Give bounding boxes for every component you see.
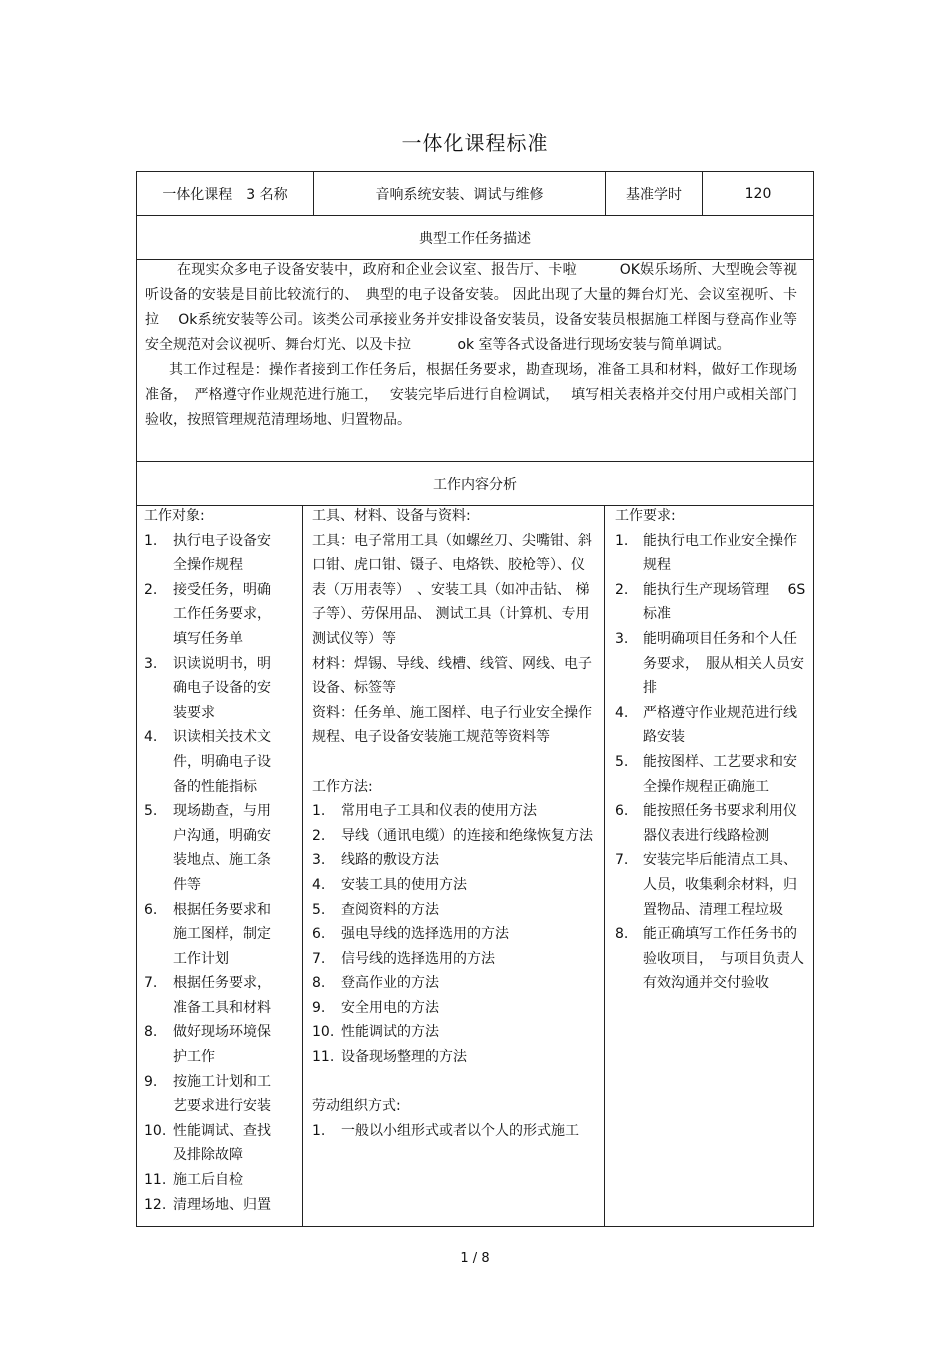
work-objects-list xyxy=(144,529,280,1218)
list-item: 10. 性能调试的方法 xyxy=(312,1024,439,1041)
list-item: 7. 根据任务要求，准备工具和材料 xyxy=(144,975,271,1016)
requirements-heading: 工作要求: xyxy=(615,508,676,524)
list-item: 5. 查阅资料的方法 xyxy=(312,901,439,918)
course-label-cell: 一体化课程 3 名称 xyxy=(162,186,288,203)
list-item: 8. 做好现场环境保护工作 xyxy=(144,1024,271,1066)
resources-text: 资料：任务单、施工图样、电子行业安全操作规程、电子设备安装施工规范等资料等 xyxy=(312,704,592,746)
list-item: 11. 设备现场整理的方法 xyxy=(312,1049,467,1066)
list-item: 4. 严格遵守作业规范进行线路安装 xyxy=(615,704,797,746)
list-item: 9. 安全用电的方法 xyxy=(312,999,439,1016)
list-item: 2. 接受任务，明确工作任务要求，填写任务单 xyxy=(144,581,271,647)
list-item: 3. 识读说明书，明确电子设备的安装要求 xyxy=(144,655,271,721)
tools-text: 工具：电子常用工具（如螺丝刀、尖嘴钳、斜口钳、虎口钳、镊子、电烙铁、胶枪等）、仪表（万用表等） 、安装工具（如冲击钻、 梯子等）、劳保用品、 测试工具（计算机、专用测试仪等）等 xyxy=(312,532,592,647)
task-paragraph: 在现实众多电子设备安装中，政府和企业会议室、报告厅、卡啦 OK娱乐场所、大型晚会等视听设备的安装是目前比较流行的、 典型的电子设备安装。 因此出现了大量的舞台灯光、会议室视听、卡拉 Ok系统安装等公司。该类公司承接业务并安排设备安装员，设备安装员根据施工样图与登高作业等安全规范对会议视听、舞台灯光、以及卡拉 ok 室等各式设备进行现场安装与简单调试。 xyxy=(145,262,797,353)
spacer xyxy=(312,750,596,775)
table-divider xyxy=(604,505,605,1226)
page-number: 1 / 8 xyxy=(460,1251,490,1266)
list-item: 4. 识读相关技术文件，明确电子设备的性能指标 xyxy=(144,729,271,795)
list-item: 12. 清理场地、归置 xyxy=(144,1196,271,1213)
labor-heading: 劳动组织方式: xyxy=(312,1098,401,1115)
list-item: 8. 登高作业的方法 xyxy=(312,975,439,992)
list-item: 3. 能明确项目任务和个人任务要求， 服从相关人员安排 xyxy=(615,630,804,697)
hours-value-cell: 120 xyxy=(744,185,772,202)
tools-column xyxy=(312,504,596,1143)
table-border-right xyxy=(813,171,814,1227)
list-item: 6. 能按照任务书要求利用仪器仪表进行线路检测 xyxy=(615,803,797,844)
list-item: 1. 一般以小组形式或者以个人的形式施工 xyxy=(312,1122,579,1139)
list-item: 8. 能正确填写工作任务书的验收项目， 与项目负责人有效沟通并交付验收 xyxy=(615,926,804,992)
list-item: 2. 能执行生产现场管理 6S标准 xyxy=(615,581,806,623)
list-item: 9. 按施工计划和工艺要求进行安装 xyxy=(144,1073,271,1115)
list-item: 10. 性能调试、查找及排除故障 xyxy=(144,1122,271,1164)
task-section-heading: 典型工作任务描述 xyxy=(419,230,531,247)
methods-list xyxy=(312,799,596,1070)
table-divider xyxy=(302,505,303,1226)
list-item: 11. 施工后自检 xyxy=(144,1172,243,1189)
list-item: 5. 能按图样、工艺要求和安全操作规程正确施工 xyxy=(615,753,797,795)
list-item: 4. 安装工具的使用方法 xyxy=(312,876,467,893)
work-objects-heading: 工作对象: xyxy=(144,508,205,524)
list-item: 6. 强电导线的选择选用的方法 xyxy=(312,926,509,943)
list-item: 1. 能执行电工作业安全操作规程 xyxy=(615,532,797,574)
tools-heading: 工具、材料、设备与资料: xyxy=(312,508,471,524)
course-name-cell: 音响系统安装、调试与维修 xyxy=(375,186,544,203)
list-item: 1. 常用电子工具和仪表的使用方法 xyxy=(312,803,537,820)
requirements-list xyxy=(615,529,808,996)
list-item: 5. 现场勘查，与用户沟通，明确安装地点、施工条件等 xyxy=(144,803,271,893)
analysis-section-heading: 工作内容分析 xyxy=(433,476,517,493)
list-item: 2. 导线（通讯电缆）的连接和绝缘恢复方法 xyxy=(312,827,593,844)
spacer xyxy=(312,1070,596,1095)
task-description xyxy=(145,258,797,433)
list-item: 7. 安装完毕后能清点工具、人员，收集剩余材料，归置物品、清理工程垃圾 xyxy=(615,852,797,918)
table-border-left xyxy=(136,171,137,1227)
list-item: 3. 线路的敷设方法 xyxy=(312,852,439,869)
hours-label-cell: 基准学时 xyxy=(626,186,682,203)
methods-heading: 工作方法: xyxy=(312,778,373,795)
materials-text: 材料：焊锡、导线、线槽、线管、网线、电子设备、标签等 xyxy=(312,655,592,697)
labor-list xyxy=(312,1119,596,1144)
list-item: 6. 根据任务要求和施工图样，制定工作计划 xyxy=(144,901,271,967)
table-border-bottom xyxy=(136,1226,814,1227)
work-objects-column xyxy=(144,504,280,1217)
task-paragraph: 其工作过程是：操作者接到工作任务后，根据任务要求，勘查现场，准备工具和材料，做好工作现场准备， 严格遵守作业规范进行施工， 安装完毕后进行自检调试， 填写相关表格并交付用户或相关部门验收，按照管理规范清理场地、归置物品。 xyxy=(145,362,797,428)
page-title: 一体化课程标准 xyxy=(401,131,549,155)
requirements-column xyxy=(615,504,808,996)
list-item: 1. 执行电子设备安全操作规程 xyxy=(144,532,271,574)
list-item: 7. 信号线的选择选用的方法 xyxy=(312,950,495,967)
